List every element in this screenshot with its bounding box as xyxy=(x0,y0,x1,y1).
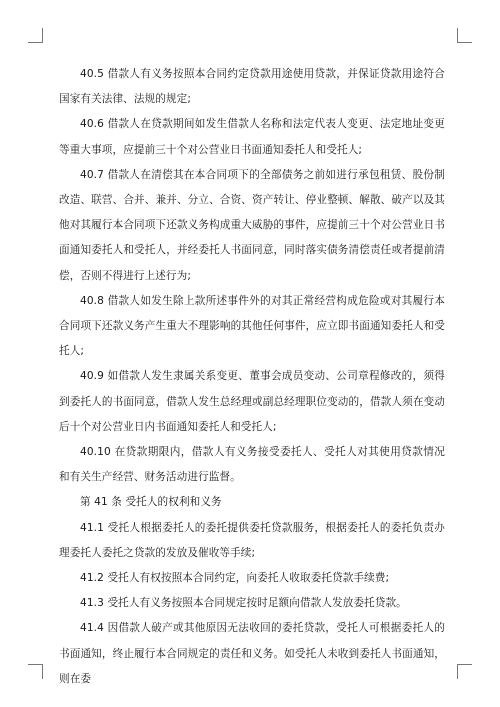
article-41-title: 第 41 条 受托人的权利和义务 xyxy=(80,496,222,509)
clause-40-7: 40.7 借款人在清偿其在本合同项下的全部债务之前如进行承包租赁、股份制改造、联营、合并、兼并、分立、合资、资产转让、停业整顿、解散、破产以及其他对其履行本合同项下还款义务构成重大威胁的事件，应提前三十个对公营业日书面通知委托人和受托人，并经委托人书面同意，同时落实债务清偿责任或者提前清偿，否则不得进行上述行为; xyxy=(59,168,445,282)
clause-40-5: 40.5 借款人有义务按照本合同约定贷款用途使用贷款，并保证贷款用途符合国家有关法律、法规的规定; xyxy=(59,68,445,106)
crop-mark-top-right xyxy=(457,28,472,43)
clause-40-10: 40.10 在贷款期限内，借款人有义务接受委托人、受托人对其使用贷款情况和有关生产经营、财务活动进行监督。 xyxy=(59,446,445,484)
clause-41-2: 41.2 受托人有权按照本合同约定，向委托人收取委托贷款手续费; xyxy=(80,572,390,585)
document-body xyxy=(59,62,445,692)
clause-41-3: 41.3 受托人有义务按照本合同规定按时足额向借款人发放委托贷款。 xyxy=(80,597,407,610)
crop-mark-bottom-left xyxy=(28,664,43,679)
clause-40-8: 40.8 借款人如发生除上款所述事件外的对其正常经营构成危险或对其履行本合同项下还款义务产生重大不理影响的其他任何事件，应立即书面通知委托人和受托人; xyxy=(59,294,445,358)
crop-mark-top-left xyxy=(28,28,43,43)
clause-41-1: 41.1 受托人根据委托人的委托提供委托贷款服务，根据委托人的委托负责办理委托人委托之贷款的发放及催收等手续; xyxy=(59,521,445,559)
clause-40-9: 40.9 如借款人发生隶属关系变更、董事会成员变动、公司章程修改的，须得到委托人的书面同意，借款人发生总经理或副总经理职位变动的，借款人须在变动后十个对公营业日内书面通知委托人和受托人; xyxy=(59,370,445,433)
clause-40-6: 40.6 借款人在贷款期间如发生借款人名称和法定代表人变更、法定地址变更等重大事项，应提前三十个对公营业日书面通知委托人和受托人; xyxy=(59,118,445,156)
clause-41-4: 41.4 因借款人破产或其他原因无法收回的委托贷款，受托人可根据委托人的书面通知，终止履行本合同规定的责任和义务。如受托人未收到委托人书面通知，则在委 xyxy=(59,622,445,685)
crop-mark-bottom-right xyxy=(457,664,472,679)
